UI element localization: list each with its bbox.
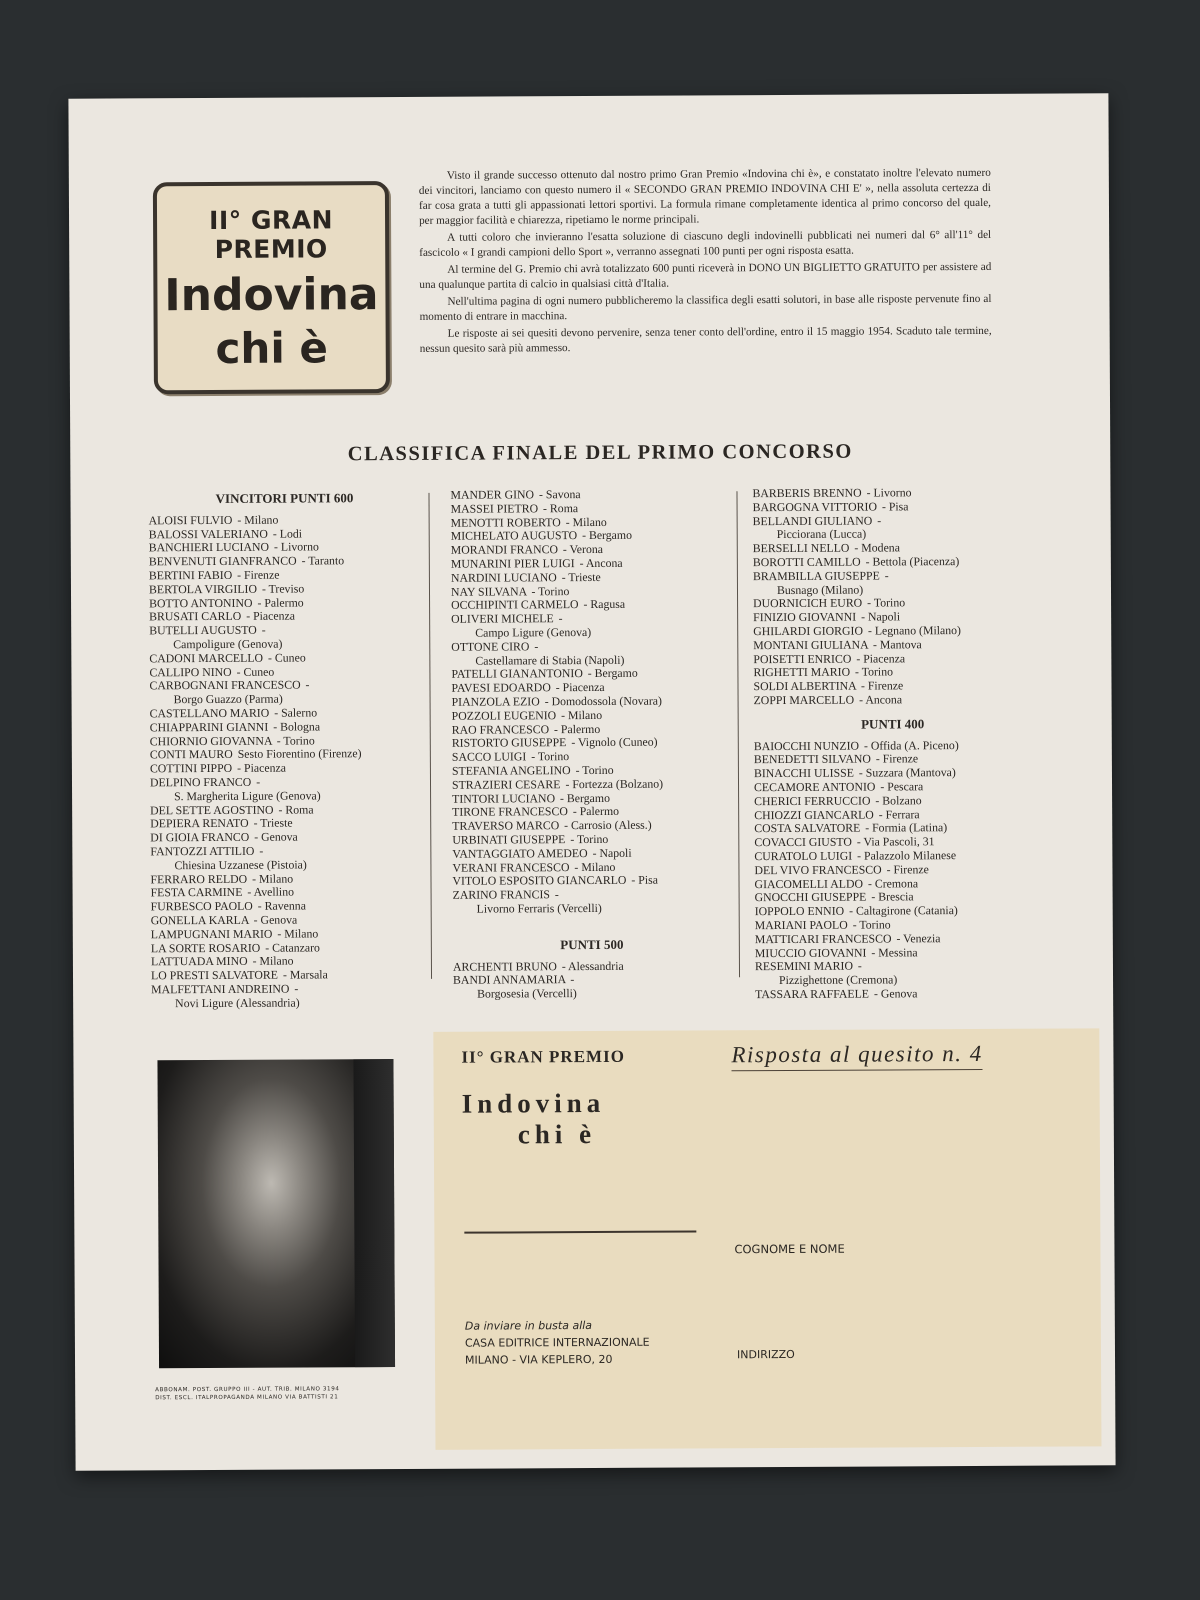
winner-entry [452,846,730,861]
winner-city: - Bologna [273,719,321,734]
winner-name: DUORNICICH EURO [753,595,863,611]
winner-city: - Ancona [579,555,623,571]
winner-name: TIRONE FRANCESCO [452,804,568,820]
mailing-address [465,1317,650,1369]
winner-name: CECAMORE ANTONIO [753,779,876,795]
winner-city: - Milano [252,953,294,969]
winner-city: - Milano [277,926,319,941]
winner-city: - Alessandria [561,958,624,973]
winner-name: TASSARA RAFFAELE [755,986,870,1002]
magazine-page [68,93,1115,1470]
winner-city: - Bergamo [559,790,610,805]
winner-entry [755,987,1033,1002]
winner-city: - Palermo [572,804,620,819]
winner-city: - Torino [867,595,906,610]
winner-name: DEL SETTE AGOSTINO [150,802,274,817]
winner-name: OCCHIPINTI CARMELO [451,597,579,613]
winner-name: FESTA CARMINE [150,885,243,900]
winner-name: MASSEI PIETRO [450,501,539,516]
winner-entry [754,693,1032,708]
winner-city: - Napoli [861,609,901,624]
address-line: MILANO - VIA KEPLERO, 20 [464,1352,613,1367]
winner-city: - Domodossola (Novara) [544,693,663,709]
section-heading-500: PUNTI 500 [560,936,624,952]
winner-city: - Formia (Latina) [865,820,948,835]
winner-city: - Roma [278,801,314,817]
winner-city: - Piacenza [555,680,605,695]
winner-city: - Torino [575,762,614,778]
coupon-question-label: Risposta al quesito n. 4 [731,1041,982,1071]
logo-line-1: II° GRAN PREMIO [209,205,334,264]
winner-city: - Suzzara (Mantova) [858,765,956,780]
winners-list [450,487,730,916]
winner-name: ZOPPI MARCELLO [753,692,855,708]
winner-city: - Bolzano [875,793,922,808]
winner-name: CHIAPPARINI GIANNI [149,719,269,735]
winner-city-continued: Borgo Guazzo (Parma) [173,691,283,707]
winner-city-continued: Borgosesia (Vercelli) [477,986,577,1001]
winner-name: BAIOCCHI NUNZIO [753,738,860,753]
footnote-line: ABBONAM. POST. GRUPPO III - AUT. TRIB. MILANO 3194 [155,1386,340,1394]
coupon-indovina: Indovina [461,1087,606,1119]
winner-name: BARGOGNA VITTORIO [752,499,878,514]
winner-name: GONELLA KARLA [150,912,249,928]
winner-name: FINIZIO GIOVANNI [753,609,857,625]
winner-name: IOPPOLO ENNIO [754,903,845,919]
winner-city: - Pescara [880,779,924,794]
photo-shadow [353,1059,395,1367]
winner-city: - Ravenna [257,898,306,913]
mystery-athlete-photo [157,1059,395,1368]
winner-name: CHIORNIO GIOVANNA [149,733,272,748]
winner-city: - [534,639,539,654]
winner-city: - [554,887,559,902]
winner-city: - Torino [531,749,570,764]
winner-city: - [570,972,575,987]
winner-entry [753,499,1031,514]
column-divider [736,491,740,977]
winner-name: BINACCHI ULISSE [753,765,854,781]
winner-city: - Bettola (Piacenza) [865,554,960,569]
winner-city: - Milano [237,512,279,527]
gran-premio-logo [153,181,390,394]
winner-name: MIUCCIO GIOVANNI [754,945,867,960]
winner-city: - Marsala [282,967,328,982]
winner-city: - Pisa [881,499,909,514]
answer-coupon [433,1028,1101,1449]
winner-city: - Vignolo (Cuneo) [571,735,658,750]
winner-name: POISETTI ENRICO [753,651,852,666]
winner-name: ARCHENTI BRUNO [452,958,557,974]
winner-name: TINTORI LUCIANO [452,790,556,806]
winner-entry [149,609,421,624]
winner-name: FANTOZZI ATTILIO [150,843,255,859]
winner-name: CASTELLANO MARIO [149,705,270,721]
winner-city: - Firenze [860,678,904,693]
winner-name: BRAMBILLA GIUSEPPE [752,568,880,583]
winner-name: BANCHIERI LUCIANO [148,540,270,555]
column-divider [428,493,432,979]
winner-name: LA SORTE ROSARIO [150,940,261,955]
winner-city: - [259,843,264,858]
winner-entry [452,832,730,847]
winner-entry [149,623,421,652]
winner-city: - Palazzolo Milanese [857,848,957,863]
winner-name: BOTTO ANTONINO [149,595,253,610]
winner-entry [452,708,730,723]
winner-entry [149,554,421,569]
winner-name: BALOSSI VALERIANO [148,526,268,541]
winner-name: FURBESCO PAOLO [150,898,253,914]
winner-entry [453,959,731,974]
winner-city: - Cuneo [267,650,306,665]
winner-name: BERTINI FABIO [148,567,233,583]
winner-city: - Via Pascoli, 31 [856,834,935,849]
winner-name: MONTANI GIULIANA [753,637,869,652]
winner-entry [150,775,422,804]
winner-city: - Verona [562,542,604,557]
winner-city: - [261,622,266,637]
winner-entry [753,513,1031,542]
winner-name: MARIANI PAOLO [754,917,848,933]
winner-city: - Piacenza [246,608,296,624]
winner-name: TRAVERSO MARCO [452,818,560,833]
winner-name: RISTORTO GIUSEPPE [451,735,567,751]
winner-city: - Roma [542,500,579,516]
winner-city-continued: S. Margherita Ligure (Genova) [174,788,321,803]
winner-name: BRUSATI CARLO [149,609,242,624]
winner-name: PATELLI GIANANTONIO [451,666,583,682]
winner-city: - Brescia [871,889,914,904]
winner-name: URBINATI GIUSEPPE [452,832,566,847]
winner-city: - Pisa [631,872,658,888]
winner-city: - Offida (A. Piceno) [863,737,959,753]
coupon-chi: chi è [517,1118,597,1150]
winner-entry [753,555,1031,570]
winner-name: RAO FRANCESCO [451,721,550,737]
winner-name: COVACCI GIUSTO [754,834,852,850]
winner-city: - Ancona [859,692,903,707]
publication-footnote [155,1385,339,1402]
winner-name: PIANZOLA EZIO [451,694,540,709]
winner-name: ALOISI FULVIO [148,512,233,528]
winner-city: - Firenze [886,861,929,877]
winner-city: - Salerno [274,705,318,720]
address-line: CASA EDITRICE INTERNAZIONALE [464,1335,650,1350]
winner-name: CADONI MARCELLO [149,650,264,666]
winners-list [453,959,731,1002]
winner-city-continued: Campo Ligure (Genova) [475,624,592,640]
winner-name: BENEDETTI SILVANO [753,751,871,767]
winner-name: OLIVERI MICHELE [451,611,554,626]
winner-city: - Fortezza (Bolzano) [565,776,664,791]
intro-paragraph: Nell'ultima pagina di ogni numero pubblicheremo la classifica degli esatti solutori, in base alle risposte pervenute fino al momento di entrare in macchina. [419,292,992,323]
winner-name: LAMPUGNANI MARIO [150,926,273,942]
winner-name: STRAZIERI CESARE [451,776,561,792]
intro-paragraph: Le risposte ai sei quesiti devono pervenire, senza tener conto dell'ordine, entro il 15 maggio 1954. Scaduto tale termine, nessun quesito sarà più ammesso. [419,324,992,355]
winners-column-2 [450,487,731,1001]
winner-city-continued: Busnago (Milano) [776,582,864,597]
winner-city: - Trieste [561,569,601,584]
winner-name: COSTA SALVATORE [754,820,861,836]
logo-line-2: Indovina [164,269,379,322]
winner-name: MATTICARI FRANCESCO [754,931,892,946]
winner-entry [150,844,422,873]
winner-name: STEFANIA ANGELINO [451,763,571,778]
winner-city: - Palermo [257,595,304,610]
winner-city: - [558,611,563,626]
winner-city: - Firenze [237,567,280,582]
winner-entry [451,639,729,668]
winner-city: - [256,774,261,789]
winner-entry [151,927,423,942]
winner-entry [150,761,422,776]
winner-entry [755,959,1033,988]
winner-city: - Trieste [253,815,293,831]
winner-entry [150,830,422,845]
winner-city: - Savona [538,487,581,502]
winner-city: - Cremona [867,875,919,891]
winner-city: - Torino [276,732,315,748]
winner-city: - Torino [852,917,891,932]
winner-name: BELLANDI GIULIANO [752,513,873,528]
winner-city: - Milano [561,707,603,722]
winner-city: Sesto Fiorentino (Firenze) [237,746,362,762]
winner-entry [753,568,1031,597]
winner-entry [450,487,728,502]
winner-city-continued: Castellamare di Stabia (Napoli) [475,652,625,668]
winner-entry [149,651,421,666]
winner-city-continued: Livorno Ferraris (Vercelli) [476,900,602,916]
winner-city: - Carrosio (Aless.) [564,817,652,833]
winner-name: BOROTTI CAMILLO [752,554,861,570]
winner-name: MORANDI FRANCO [450,542,558,557]
winner-city-continued: Chiesina Uzzanese (Pistoia) [174,857,307,872]
intro-paragraph: A tutti coloro che invieranno l'esatta soluzione di ciascuno degli indovinelli pubblicati nei numeri dal 6° all'11° del fascicolo « I grandi campioni dello Sport », verranno assegnati 100 punti per ogni risposta esatta. [419,228,992,259]
winner-entry [453,973,731,1002]
winner-city: - Ferrara [878,806,920,822]
winner-entry [451,611,729,640]
classifica-title: CLASSIFICA FINALE DEL PRIMO CONCORSO [347,440,853,466]
winner-name: BERTOLA VIRGILIO [148,581,258,597]
winner-city: - [305,677,310,692]
winner-city: - Milano [565,514,607,529]
winner-name: PAVESI EDOARDO [451,680,551,695]
winner-city: - Caltagirone (Catania) [849,903,958,918]
winner-name: DI GIOIA FRANCO [150,829,250,845]
section-heading-600: VINCITORI PUNTI 600 [215,490,354,506]
winner-entry [755,945,1033,960]
winner-name: SOLDI ALBERTINA [753,678,857,694]
winner-name: COTTINI PIPPO [149,761,233,776]
winner-entry [453,887,731,916]
winner-city: - Piacenza [856,650,906,666]
intro-text [419,166,992,359]
winner-name: BENVENUTI GIANFRANCO [148,553,297,569]
winner-name: MICHELATO AUGUSTO [450,528,578,544]
winner-name: OTTONE CIRO [451,639,530,654]
winner-city: - [877,513,882,528]
winner-name: VERANI FRANCESCO [452,859,570,875]
winners-list [149,513,424,1011]
winner-entry [451,570,729,585]
winner-city: - Torino [531,583,570,598]
winner-name: NARDINI LUCIANO [450,569,557,585]
winner-city: - Legnano (Milano) [867,623,962,638]
winner-entry [151,982,423,1011]
winner-city: - [294,981,299,996]
winner-name: GIACOMELLI ALDO [754,876,864,891]
winner-name: DEPIERA RENATO [150,816,249,831]
winner-city: - Taranto [301,553,345,568]
winner-city: - Bergamo [582,528,633,543]
winner-name: MANDER GINO [450,487,535,502]
winner-name: GNOCCHI GIUSEPPE [754,889,867,905]
winner-name: POZZOLI EUGENIO [451,707,557,723]
coupon-gran-premio: II° GRAN PREMIO [461,1046,625,1067]
winner-entry [452,736,730,751]
winner-city: - Livorno [866,485,912,500]
intro-paragraph: Al termine del G. Premio chi avrà totalizzato 600 punti riceverà in DONO UN BIGLIETTO GRATUITO per assistere ad una qualunque partita di calcio in qualsiasi città d'Italia. [419,260,992,291]
winner-name: LATTUADA MINO [150,954,248,969]
winner-name: CHIOZZI GIANCARLO [754,807,874,822]
winner-entry [755,904,1033,919]
winner-name: GHILARDI GIORGIO [753,623,864,639]
footnote-line: DIST. ESCL. ITALPROPAGANDA MILANO VIA BATTISTI 21 [155,1394,339,1402]
indirizzo-label: INDIRIZZO [736,1347,795,1362]
winner-name: CHERICI FERRUCCIO [754,793,871,808]
winner-name: FERRARO RELDO [150,871,248,886]
winners-column-1 [148,489,423,1011]
winner-name: RIGHETTI MARIO [753,665,851,680]
address-line: Da inviare in busta alla [464,1319,593,1333]
answer-line [464,1230,696,1233]
winner-city: - Milano [252,871,294,886]
winner-name: CURATOLO LUIGI [754,848,853,864]
winner-city: - Avellino [247,884,295,900]
winner-entry [451,598,729,613]
winner-name: VITOLO ESPOSITO GIANCARLO [452,873,627,889]
winner-name: LO PRESTI SALVATORE [150,967,279,983]
winner-name: BERSELLI NELLO [752,540,850,556]
winner-city: - Torino [570,831,609,847]
intro-paragraph: Visto il grande successo ottenuto dal nostro primo Gran Premio «Indovina chi è», e constatato inoltre l'elevato numero dei vincitori, lanciamo con questo numero il « SECONDO GRAN PREMIO INDOVINA CHI E' », nella assoluta certezza di far cosa grata a tutti gli appassionati lettori sportivi. La formula rimane completamente identica al primo concorso del quale, per maggior facilità e chiarezza, ripetiamo le norme principali. [418,166,992,227]
cognome-nome-label: COGNOME E NOME [734,1241,845,1257]
winners-list [754,738,1033,1002]
winner-city: - Torino [855,664,894,679]
winner-city: - Genova [873,986,918,1001]
winner-city-continued: Picciorana (Lucca) [776,526,867,542]
winner-entry [754,793,1032,808]
winner-entry [754,862,1032,877]
winner-city-continued: Pizzighettone (Cremona) [779,972,898,988]
winner-city: - [884,568,889,583]
winner-city: - Livorno [273,539,319,555]
winner-name: ZARINO FRANCIS [452,887,550,902]
winner-city: - Firenze [875,751,919,766]
winner-city: - Ragusa [583,597,626,612]
winner-entry [755,931,1033,946]
winner-entry [452,874,730,889]
winner-city: - Venezia [896,930,941,946]
winner-city: - Cuneo [236,664,275,679]
winner-name: CONTI MAURO [149,747,233,762]
winner-name: BANDI ANNAMARIA [452,972,566,988]
winner-city: - Catanzaro [265,939,320,955]
winner-city: - Lodi [272,526,303,541]
winner-city: - [857,958,862,973]
winner-city: - Treviso [261,581,305,596]
winner-name: SACCO LUIGI [451,749,527,764]
winners-column-3 [752,486,1033,1002]
winner-name: MALFETTANI ANDREINO [151,981,290,997]
winner-city: - Genova [254,829,298,844]
winner-city: - Genova [253,912,298,927]
winner-entry [150,720,422,735]
winner-city: - Palermo [553,721,601,736]
winner-name: CARBOGNANI FRANCESCO [149,677,301,693]
winner-city: - Piacenza [237,760,286,775]
winner-name: NAY SILVANA [450,583,527,599]
winner-city: - Mantova [872,637,922,652]
winner-name: BUTELLI AUGUSTO [149,622,257,638]
winner-city: - Napoli [592,845,632,860]
logo-line-3: chi è [215,323,329,373]
winner-name: CALLIPO NINO [149,664,232,679]
winner-name: DEL VIVO FRANCESCO [754,862,882,877]
section-heading-400: PUNTI 400 [861,716,925,732]
winner-city: - Messina [871,944,918,960]
winner-name: DELPINO FRANCO [149,774,252,790]
winner-name: MENOTTI ROBERTO [450,514,561,530]
winner-name: MUNARINI PIER LUIGI [450,556,575,571]
winner-city-continued: Campoligure (Genova) [173,636,283,652]
winner-city-continued: Novi Ligure (Alessandria) [175,995,300,1010]
winner-city: - Modena [854,540,900,555]
winner-entry [149,678,421,707]
winners-list [752,486,1031,708]
winner-name: VANTAGGIATO AMEDEO [452,845,588,861]
winner-city: - Milano [574,859,616,874]
winner-city: - Bergamo [587,666,638,681]
winner-entry [452,777,730,792]
winner-name: RESEMINI MARIO [754,958,853,974]
winner-name: BARBERIS BRENNO [752,485,862,501]
